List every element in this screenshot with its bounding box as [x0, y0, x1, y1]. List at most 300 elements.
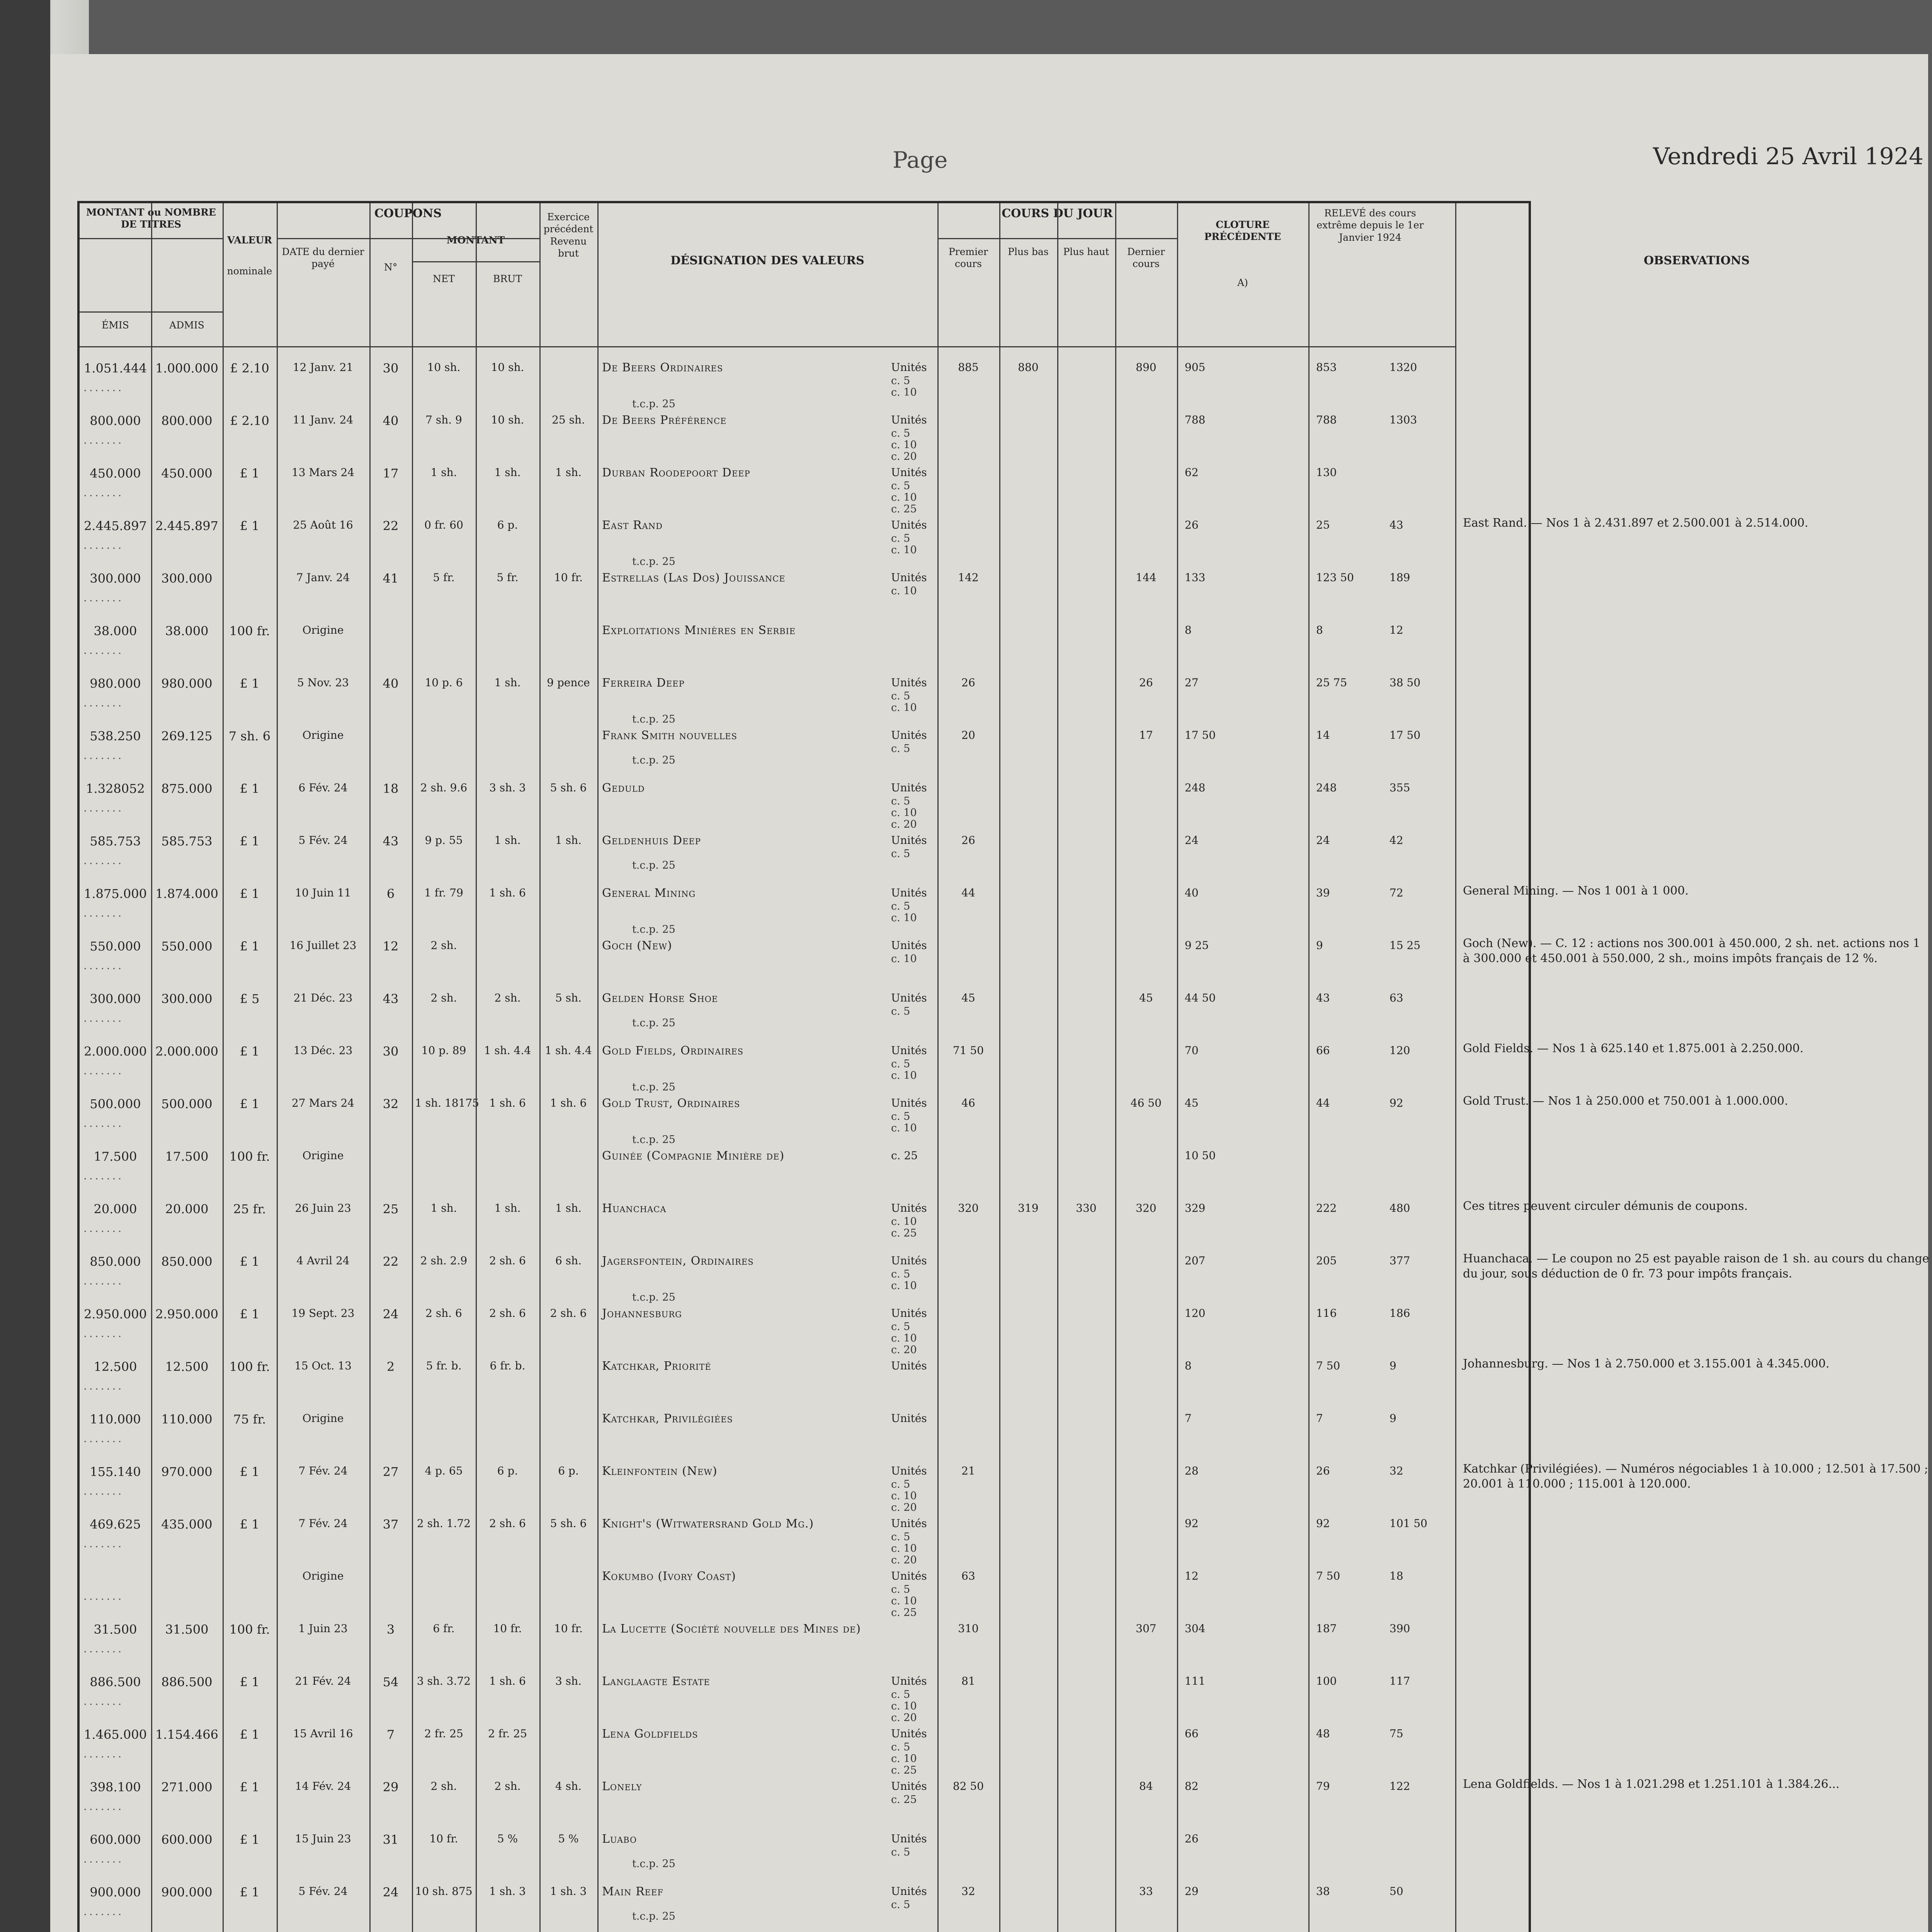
cell-valeur: £ 1 [240, 1727, 260, 1742]
cell-premier: 71 50 [952, 1044, 984, 1057]
col-cours-header: COURS DU JOUR [1002, 207, 1113, 220]
cell-subline: c. 10 [891, 544, 917, 556]
cell-emis: 2.000.000 [84, 1044, 147, 1059]
dot-leader: ....... [83, 1590, 124, 1602]
cell-premier: 26 [961, 834, 975, 847]
cell-brut: 2 sh. [494, 992, 521, 1004]
cell-emis: 300.000 [90, 992, 141, 1006]
cell-bas: 880 [1018, 361, 1039, 374]
cell-valeur: £ 1 [240, 1097, 260, 1111]
cell-designation: Gold Fields, Ordinaires [602, 1044, 744, 1058]
cell-designation: De Beers Préférence [602, 413, 727, 427]
cell-valeur: £ 2.10 [230, 361, 269, 376]
cell-brut: 1 sh. [494, 466, 521, 479]
cell-designation: Kleinfontein (New) [602, 1464, 718, 1478]
cell-cloture: 44 50 [1185, 992, 1216, 1004]
cell-ex: 5 % [558, 1832, 579, 1845]
cell-date: 5 Fév. 24 [298, 834, 348, 847]
table-row [80, 1041, 1529, 1091]
cell-unit: Unités [891, 413, 927, 426]
table-body [80, 350, 1529, 1932]
cell-valeur: 7 sh. 6 [228, 729, 271, 743]
cell-dernier: 84 [1139, 1780, 1153, 1793]
cell-date: 6 Fév. 24 [298, 781, 348, 794]
table-row [80, 1882, 1529, 1932]
cell-brut: 1 sh. 6 [489, 886, 526, 899]
cell-emis: 800.000 [90, 413, 141, 428]
cell-subline: c. 5 [891, 1899, 910, 1911]
dot-leader: ....... [83, 1432, 124, 1445]
cell-admis: 500.000 [161, 1097, 213, 1111]
cell-designation: Luabo [602, 1832, 637, 1846]
cell-cloture: 66 [1185, 1727, 1199, 1740]
col-observations-header: OBSERVATIONS [1643, 254, 1750, 267]
observation-note: Ces titres peuvent circuler démunis de coupons. [1463, 1199, 1748, 1213]
observation-note: Katchkar (Privilégiées). — Numéros négociables 1 à 10.000 ; 12.501 à 17.500 ; 20.001 à 110.000 ; 115.001 à 120.000. [1463, 1462, 1929, 1491]
cell-releve-high: 9 [1389, 1359, 1396, 1372]
dot-leader: ....... [83, 1695, 124, 1708]
column-rule [412, 203, 413, 1932]
table-row [80, 1514, 1529, 1564]
cell-releve-low: 9 [1316, 939, 1323, 952]
table-row [80, 1566, 1529, 1617]
dot-leader: ....... [83, 1905, 124, 1918]
cell-net: 5 fr. [433, 571, 455, 584]
cell-releve-high: 17 50 [1389, 729, 1421, 742]
cell-admis: 300.000 [161, 992, 213, 1006]
cell-unit: Unités [891, 1097, 927, 1109]
cell-valeur: £ 1 [240, 1780, 260, 1794]
quotation-table [77, 201, 1929, 1932]
cell-subline: c. 10 [891, 1753, 917, 1765]
cell-brut: 2 sh. 6 [489, 1307, 526, 1320]
cell-emis: 20.000 [94, 1202, 137, 1216]
cell-unit: Unités [891, 729, 927, 742]
cell-releve-high: 42 [1389, 834, 1403, 847]
cell-date: 15 Oct. 13 [294, 1359, 352, 1372]
cell-unit: Unités [891, 361, 927, 374]
cell-subline: c. 10 [891, 1070, 917, 1082]
col-nominale-header: nominale [227, 265, 272, 277]
table-row [80, 1461, 1529, 1512]
cell-emis: 38.000 [94, 624, 137, 638]
cell-subline: t.c.p. 25 [632, 1858, 675, 1870]
cell-cloture: 92 [1185, 1517, 1199, 1530]
header-rule [277, 238, 539, 239]
cell-subline: c. 10 [891, 1595, 917, 1607]
cell-net: 1 fr. 79 [424, 886, 463, 899]
dot-leader: ....... [83, 959, 124, 972]
cell-brut: 1 sh. 4.4 [484, 1044, 531, 1057]
header-rule [412, 261, 539, 262]
cell-subline: c. 5 [891, 848, 910, 860]
col-plus-bas-header: Plus bas [1008, 246, 1049, 257]
cell-no: 22 [383, 1254, 399, 1269]
header-rule [80, 238, 223, 239]
cell-date: 12 Janv. 21 [293, 361, 354, 374]
cell-ex: 1 sh. [555, 466, 582, 479]
cell-ex: 1 sh. 6 [550, 1097, 587, 1109]
cell-no: 6 [386, 886, 395, 901]
cell-releve-high: 390 [1389, 1622, 1410, 1635]
cell-valeur: £ 1 [240, 1832, 260, 1847]
cell-subline: t.c.p. 25 [632, 1081, 675, 1093]
cell-net: 1 sh. [430, 466, 457, 479]
dot-leader: ....... [83, 381, 124, 394]
cell-designation: Exploitations Minières en Serbie [602, 624, 796, 637]
cell-releve-high: 12 [1389, 624, 1403, 636]
cell-designation: East Rand [602, 519, 663, 532]
cell-date: 7 Janv. 24 [296, 571, 350, 584]
cell-releve-low: 92 [1316, 1517, 1330, 1530]
cell-releve-low: 788 [1316, 413, 1337, 426]
table-row [80, 778, 1529, 828]
cell-no: 7 [386, 1727, 395, 1742]
cell-subline: c. 10 [891, 1332, 917, 1344]
table-row [80, 1304, 1529, 1354]
cell-releve-low: 43 [1316, 992, 1330, 1004]
cell-emis: 900.000 [90, 1885, 141, 1900]
cell-cloture: 70 [1185, 1044, 1199, 1057]
cell-releve-high: 122 [1389, 1780, 1410, 1793]
cell-premier: 63 [961, 1570, 975, 1582]
column-rule [476, 203, 477, 1932]
cell-designation: Ferreira Deep [602, 676, 685, 690]
table-row [80, 883, 1529, 934]
cell-cloture: 28 [1185, 1464, 1199, 1477]
cell-subline: c. 10 [891, 439, 917, 451]
cell-brut: 10 fr. [493, 1622, 522, 1635]
cell-releve-high: 9 [1389, 1412, 1396, 1425]
table-row [80, 831, 1529, 881]
col-brut-header: BRUT [493, 273, 522, 284]
cell-subline: c. 5 [891, 375, 910, 387]
cell-designation: Katchkar, Priorité [602, 1359, 711, 1373]
cell-releve-high: 18 [1389, 1570, 1403, 1582]
cell-cloture: 17 50 [1185, 729, 1216, 742]
col-plus-haut-header: Plus haut [1063, 246, 1109, 257]
cell-date: Origine [302, 729, 344, 742]
cell-releve-high: 92 [1389, 1097, 1403, 1109]
cell-cloture: 111 [1185, 1675, 1206, 1687]
cell-cloture: 9 25 [1185, 939, 1209, 952]
col-coupons-header: COUPONS [374, 207, 442, 220]
cell-dernier: 144 [1136, 571, 1156, 584]
dot-leader: ....... [83, 539, 124, 551]
cell-brut: 10 sh. [491, 413, 524, 426]
cell-subline: c. 25 [891, 1794, 917, 1806]
page-date: Vendredi 25 Avril 1924 [1653, 143, 1923, 170]
cell-designation: Johannesburg [602, 1307, 682, 1320]
cell-net: 10 sh. 875 [415, 1885, 473, 1898]
cell-premier: 20 [961, 729, 975, 742]
cell-designation: Gelden Horse Shoe [602, 992, 718, 1005]
cell-designation: Jagersfontein, Ordinaires [602, 1254, 754, 1268]
cell-premier: 885 [958, 361, 979, 374]
cell-designation: Durban Roodepoort Deep [602, 466, 750, 480]
cell-releve-low: 7 50 [1316, 1359, 1340, 1372]
cell-net: 5 fr. b. [426, 1359, 462, 1372]
cell-net: 1 sh. [430, 1202, 457, 1214]
cell-valeur: £ 1 [240, 676, 260, 691]
cell-cloture: 26 [1185, 519, 1199, 531]
cell-valeur: £ 5 [240, 992, 260, 1006]
cell-admis: 600.000 [161, 1832, 213, 1847]
cell-releve-high: 120 [1389, 1044, 1410, 1057]
cell-ex: 4 sh. [555, 1780, 582, 1793]
cell-admis: 435.000 [161, 1517, 213, 1532]
cell-date: 13 Mars 24 [291, 466, 355, 479]
table-row [80, 1199, 1529, 1249]
cell-releve-high: 50 [1389, 1885, 1403, 1898]
cell-valeur: £ 1 [240, 886, 260, 901]
cell-valeur: £ 1 [240, 519, 260, 533]
cell-brut: 1 sh. 6 [489, 1675, 526, 1687]
cell-admis: 17.500 [165, 1149, 209, 1164]
scanner-bezel [0, 0, 50, 1932]
cell-cloture: 62 [1185, 466, 1199, 479]
cell-emis: 1.328052 [86, 781, 145, 796]
dot-leader: ....... [83, 1747, 124, 1760]
cell-designation: Estrellas (Las Dos) Jouissance [602, 571, 786, 585]
cell-admis: 850.000 [161, 1254, 213, 1269]
cell-no: 29 [383, 1780, 399, 1794]
cell-brut: 5 fr. [497, 571, 519, 584]
cell-unit: Unités [891, 939, 927, 952]
cell-emis: 450.000 [90, 466, 141, 481]
table-row [80, 1724, 1529, 1774]
cell-subline: c. 10 [891, 1543, 917, 1554]
cell-subline: c. 5 [891, 532, 910, 544]
cell-designation: Main Reef [602, 1885, 663, 1898]
cell-subline: c. 10 [891, 1216, 917, 1228]
cell-valeur: £ 1 [240, 466, 260, 481]
table-row [80, 673, 1529, 723]
cell-emis: 886.500 [90, 1675, 141, 1689]
cell-emis: 538.250 [90, 729, 141, 743]
column-rule [1455, 203, 1456, 1932]
cell-ex: 5 sh. [555, 992, 582, 1004]
cell-unit: Unités [891, 1727, 927, 1740]
table-row [80, 1146, 1529, 1196]
cell-designation: Langlaagte Estate [602, 1675, 710, 1688]
table-row [80, 1672, 1529, 1722]
observation-note: East Rand. — Nos 1 à 2.431.897 et 2.500.001 à 2.514.000. [1463, 516, 1808, 530]
dot-leader: ....... [83, 1485, 124, 1497]
cell-no: 24 [383, 1885, 399, 1900]
cell-subline: c. 10 [891, 1122, 917, 1134]
cell-no: 27 [383, 1464, 399, 1479]
cell-subline: c. 10 [891, 1700, 917, 1712]
cell-cloture: 82 [1185, 1780, 1199, 1793]
cell-subline: t.c.p. 25 [632, 859, 675, 871]
cell-subline: c. 10 [891, 702, 917, 714]
dot-leader: ....... [83, 1642, 124, 1655]
cell-admis: 1.000.000 [155, 361, 218, 376]
table-row [80, 568, 1529, 618]
dot-leader: ....... [83, 1800, 124, 1813]
cell-brut: 1 sh. [494, 1202, 521, 1214]
cell-admis: 300.000 [161, 571, 213, 586]
cell-releve-high: 63 [1389, 992, 1403, 1004]
cell-releve-high: 38 50 [1389, 676, 1421, 689]
cell-releve-high: 32 [1389, 1464, 1403, 1477]
cell-no: 25 [383, 1202, 399, 1216]
column-rule [369, 203, 371, 1932]
col-designation-header: DÉSIGNATION DES VALEURS [670, 254, 864, 267]
cell-premier: 21 [961, 1464, 975, 1477]
cell-ex: 5 sh. 6 [550, 1517, 587, 1530]
observation-note: Lena Goldfields. — Nos 1 à 1.021.298 et 1.251.101 à 1.384.26... [1463, 1777, 1840, 1791]
cell-admis: 269.125 [161, 729, 213, 743]
cell-net: 2 sh. [430, 1780, 457, 1793]
cell-emis: 110.000 [90, 1412, 141, 1427]
cell-unit: Unités [891, 571, 927, 584]
dot-leader: ....... [83, 644, 124, 656]
table-row [80, 358, 1529, 408]
cell-dernier: 33 [1139, 1885, 1153, 1898]
dot-leader: ....... [83, 434, 124, 446]
cell-subline: c. 5 [891, 690, 910, 702]
cell-designation: Katchkar, Privilégiées [602, 1412, 733, 1425]
cell-unit: Unités [891, 1885, 927, 1898]
cell-no: 40 [383, 413, 399, 428]
cell-no: 41 [383, 571, 399, 586]
cell-valeur: 75 fr. [233, 1412, 266, 1427]
col-net-header: NET [433, 273, 455, 284]
cell-designation: Gold Trust, Ordinaires [602, 1097, 740, 1110]
cell-releve-high: 377 [1389, 1254, 1410, 1267]
column-rule [539, 203, 541, 1932]
table-row [80, 410, 1529, 461]
cell-unit: Unités [891, 781, 927, 794]
table-row [80, 463, 1529, 513]
cell-releve-high: 1320 [1389, 361, 1417, 374]
cell-releve-low: 222 [1316, 1202, 1337, 1214]
column-rule [999, 203, 1000, 1932]
cell-designation: Lena Goldfields [602, 1727, 698, 1741]
cell-unit: Unités [891, 1780, 927, 1793]
cell-unit: Unités [891, 1044, 927, 1057]
cell-subline: c. 5 [891, 427, 910, 439]
table-row [80, 1409, 1529, 1459]
cell-admis: 980.000 [161, 676, 213, 691]
cell-cloture: 329 [1185, 1202, 1206, 1214]
cell-unit: Unités [891, 1517, 927, 1530]
observation-note: Goch (New). — C. 12 : actions nos 300.001 à 450.000, 2 sh. net. actions nos 1 à 300.000 et 450.001 à 550.000, 2 sh., moins impôts français de 12 %. [1463, 937, 1920, 965]
cell-cloture: 10 50 [1185, 1149, 1216, 1162]
cell-ex: 1 sh. [555, 1202, 582, 1214]
cell-net: 2 fr. 25 [424, 1727, 463, 1740]
cell-unit: c. 25 [891, 1149, 918, 1162]
table-row [80, 1619, 1529, 1669]
cell-subline: t.c.p. 25 [632, 754, 675, 766]
cell-ex: 5 sh. 6 [550, 781, 587, 794]
cell-no: 3 [386, 1622, 395, 1637]
column-rule [277, 203, 278, 1932]
cell-subline: c. 10 [891, 807, 917, 819]
cell-no: 32 [383, 1097, 399, 1111]
cell-emis: 550.000 [90, 939, 141, 954]
cell-emis: 850.000 [90, 1254, 141, 1269]
header-rule [80, 346, 1455, 347]
cell-releve-high: 43 [1389, 519, 1403, 531]
dot-leader: ....... [83, 1117, 124, 1129]
cell-premier: 32 [961, 1885, 975, 1898]
cell-no: 43 [383, 834, 399, 849]
cell-cloture: 24 [1185, 834, 1199, 847]
cell-valeur: £ 1 [240, 1517, 260, 1532]
cell-subline: c. 20 [891, 451, 917, 463]
observation-note: Gold Fields. — Nos 1 à 625.140 et 1.875.001 à 2.250.000. [1463, 1042, 1804, 1055]
cell-releve-high: 1303 [1389, 413, 1417, 426]
cell-subline: c. 5 [891, 1531, 910, 1543]
cell-valeur: £ 1 [240, 1675, 260, 1689]
cell-ex: 10 fr. [554, 1622, 583, 1635]
cell-releve-high: 117 [1389, 1675, 1410, 1687]
cell-subline: t.c.p. 25 [632, 1910, 675, 1922]
cell-net: 2 sh. [430, 992, 457, 1004]
cell-unit: Unités [891, 992, 927, 1004]
cell-no: 31 [383, 1832, 399, 1847]
cell-subline: c. 20 [891, 1712, 917, 1724]
cell-subline: c. 5 [891, 1689, 910, 1701]
cell-dernier: 320 [1136, 1202, 1156, 1214]
cell-subline: t.c.p. 25 [632, 556, 675, 568]
cell-date: 11 Janv. 24 [293, 413, 354, 426]
table-row [80, 936, 1529, 986]
cell-designation: De Beers Ordinaires [602, 361, 723, 374]
cell-releve-low: 25 [1316, 519, 1330, 531]
cell-releve-low: 48 [1316, 1727, 1330, 1740]
cell-admis: 2.000.000 [155, 1044, 218, 1059]
cell-brut: 1 sh. 3 [489, 1885, 526, 1898]
cell-valeur: 100 fr. [229, 624, 270, 638]
cell-admis: 875.000 [161, 781, 213, 796]
cell-emis: 2.950.000 [84, 1307, 147, 1321]
cell-date: 1 Juin 23 [298, 1622, 348, 1635]
cell-designation: Huanchaca [602, 1202, 667, 1215]
cell-designation: Guinée (Compagnie Minière de) [602, 1149, 785, 1163]
cell-no: 30 [383, 1044, 399, 1059]
cell-ex: 2 sh. 6 [550, 1307, 587, 1320]
cell-designation: Goch (New) [602, 939, 672, 952]
cell-subline: c. 5 [891, 795, 910, 807]
cell-dernier: 17 [1139, 729, 1153, 742]
cell-brut: 2 sh. 6 [489, 1254, 526, 1267]
cell-releve-low: 44 [1316, 1097, 1330, 1109]
cell-no: 12 [383, 939, 399, 954]
cell-date: 13 Déc. 23 [293, 1044, 353, 1057]
cell-cloture: 304 [1185, 1622, 1206, 1635]
cell-unit: Unités [891, 1307, 927, 1320]
cell-bas: 319 [1018, 1202, 1039, 1214]
cell-haut: 330 [1076, 1202, 1097, 1214]
table-row [80, 726, 1529, 776]
cell-no: 18 [383, 781, 399, 796]
dot-leader: ....... [83, 486, 124, 499]
cell-admis: 900.000 [161, 1885, 213, 1900]
cell-emis: 31.500 [94, 1622, 137, 1637]
dot-leader: ....... [83, 906, 124, 919]
column-rule [223, 203, 224, 1932]
cell-dernier: 890 [1136, 361, 1156, 374]
cell-subline: c. 5 [891, 1111, 910, 1122]
cell-date: 25 Août 16 [293, 519, 353, 531]
cell-cloture: 27 [1185, 676, 1199, 689]
cell-designation: Geduld [602, 781, 645, 795]
cell-releve-low: 25 75 [1316, 676, 1347, 689]
